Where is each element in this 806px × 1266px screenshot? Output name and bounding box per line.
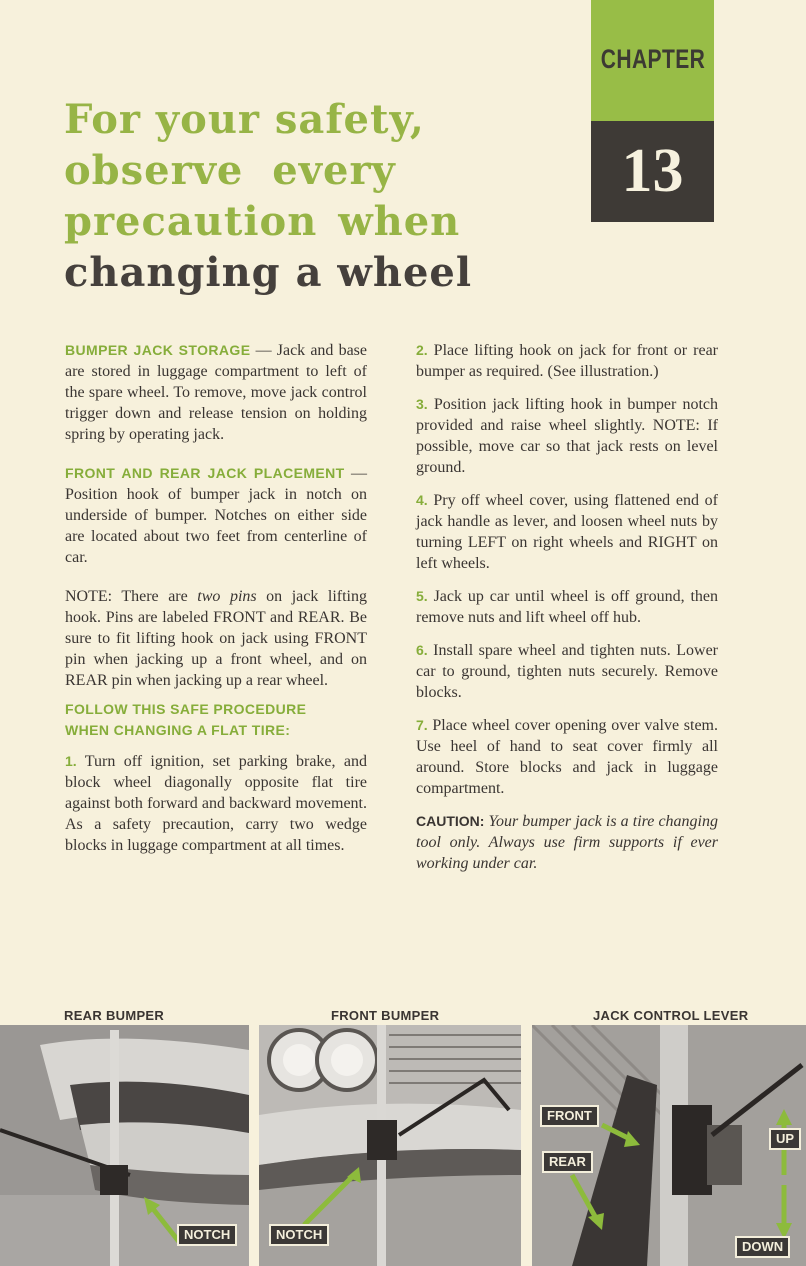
- chapter-number: 13: [591, 121, 714, 222]
- step-4-number: 4.: [416, 492, 428, 508]
- rear-bumper-photo: [0, 1025, 249, 1266]
- procedure-heading-line-1: FOLLOW THIS SAFE PROCEDURE: [65, 701, 307, 717]
- notch-tag-rear: NOTCH: [177, 1224, 237, 1246]
- jack-control-lever-label: JACK CONTROL LEVER: [593, 1008, 749, 1023]
- procedure-heading: [65, 699, 367, 741]
- step-1-number: 1.: [65, 753, 77, 769]
- front-pin-tag: FRONT: [540, 1105, 599, 1127]
- notch-tag-front: NOTCH: [269, 1224, 329, 1246]
- front-bumper-photo: [259, 1025, 521, 1266]
- title-line-3: precaution when: [64, 198, 461, 245]
- step-6-number: 6.: [416, 642, 428, 658]
- step-7-number: 7.: [416, 717, 428, 733]
- step-3-text: Position jack lifting hook in bumper notch provided and raise wheel slightly. NOTE: If possible, move car so that jack rests on level ground.: [416, 396, 718, 476]
- step-6-text: Install spare wheel and tighten nuts. Lower car to ground, tighten nuts securely. Remove blocks.: [416, 642, 718, 701]
- placement-heading: FRONT AND REAR JACK PLACEMENT: [65, 465, 345, 481]
- step-7: [416, 715, 718, 799]
- jack-lever-image: [532, 1025, 806, 1266]
- storage-text: — Jack and base are stored in luggage compartment to left of the spare wheel. To remove, move jack control trigger down and release tension on holding spring by operating jack.: [65, 342, 367, 443]
- step-2: [416, 340, 718, 382]
- step-5-number: 5.: [416, 588, 428, 604]
- step-5-text: Jack up car until wheel is off ground, then remove nuts and lift wheel off hub.: [416, 588, 718, 626]
- caution-label: CAUTION:: [416, 813, 485, 829]
- title-line-4: changing a wheel: [64, 249, 473, 296]
- title-line-2: observe every: [64, 147, 396, 194]
- title-line-1: For your safety,: [64, 96, 425, 143]
- chapter-label-block: [591, 0, 714, 121]
- caution-paragraph: [416, 811, 718, 874]
- illustration-strip: [0, 1025, 806, 1266]
- step-1: [65, 751, 367, 856]
- step-5: [416, 586, 718, 628]
- rear-bumper-label: REAR BUMPER: [64, 1008, 165, 1023]
- step-7-text: Place wheel cover opening over valve stem. Use heel of hand to seat cover firmly all around. Store blocks and jack in luggage compartment.: [416, 717, 718, 797]
- step-2-number: 2.: [416, 342, 428, 358]
- step-2-text: Place lifting hook on jack for front or rear bumper as required. (See illustration.): [416, 342, 718, 380]
- down-tag: DOWN: [735, 1236, 790, 1258]
- step-3-number: 3.: [416, 396, 428, 412]
- jack-control-lever-photo: [532, 1025, 806, 1266]
- storage-heading: BUMPER JACK STORAGE: [65, 342, 251, 358]
- up-tag: UP: [769, 1128, 801, 1150]
- step-3: [416, 394, 718, 478]
- step-4-text: Pry off wheel cover, using flattened end of jack handle as lever, and loosen wheel nuts by turning LEFT on right wheels and RIGHT on left wheels.: [416, 492, 718, 572]
- step-1-text: Turn off ignition, set parking brake, and block wheel diagonally opposite flat tire against both forward and backward movement. As a safety precaution, carry two wedge blocks in luggage compartment at all times.: [65, 753, 367, 854]
- step-6: [416, 640, 718, 703]
- placement-paragraph: [65, 463, 367, 568]
- rear-pin-tag: REAR: [542, 1151, 593, 1173]
- placement-text: — Position hook of bumper jack in notch on underside of bumper. Notches on either side are located about two feet from centerline of car.: [65, 465, 367, 566]
- caution-text: Your bumper jack is a tire changing tool only. Always use firm supports if ever working under car.: [416, 813, 718, 872]
- chapter-label: CHAPTER: [600, 44, 705, 74]
- page-title: [64, 94, 584, 298]
- procedure-heading-line-2: WHEN CHANGING A FLAT TIRE:: [65, 722, 291, 738]
- note-text-1: NOTE: There are: [65, 588, 198, 605]
- left-column: [65, 340, 367, 868]
- storage-paragraph: [65, 340, 367, 445]
- front-bumper-label: FRONT BUMPER: [331, 1008, 440, 1023]
- note-italic: two pins: [197, 588, 257, 605]
- right-column: [416, 340, 718, 886]
- note-text-2: on jack lifting hook. Pins are labeled FRONT and REAR. Be sure to fit lifting hook on jack using FRONT pin when jacking up a front wheel, and on REAR pin when jacking up a rear wheel.: [65, 588, 368, 689]
- step-4: [416, 490, 718, 574]
- note-paragraph: [65, 586, 367, 691]
